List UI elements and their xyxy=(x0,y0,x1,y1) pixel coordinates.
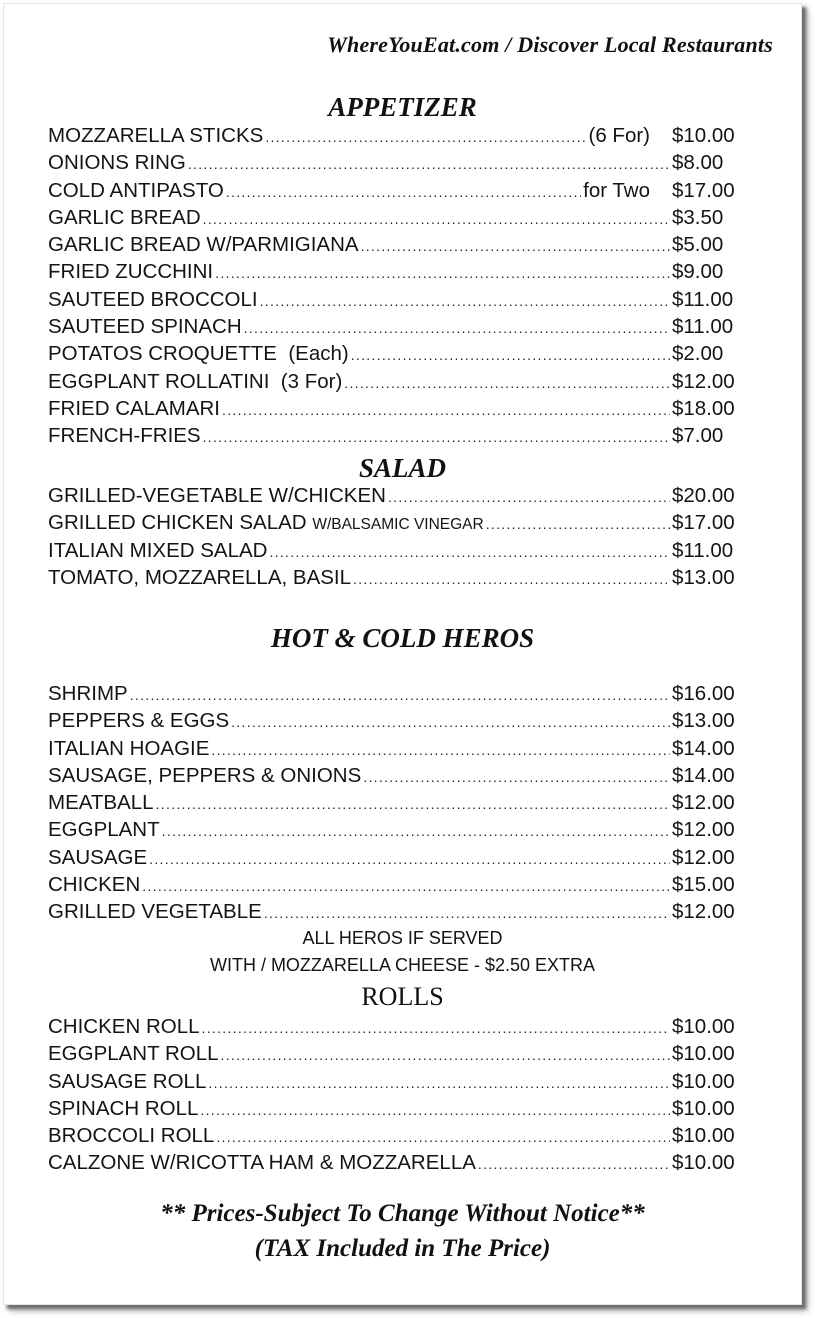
section-title-heros: HOT & COLD HEROS xyxy=(270,623,535,653)
item-name: GRILLED VEGETABLE xyxy=(48,900,262,924)
item-price: $11.00 xyxy=(672,287,734,311)
menu-item xyxy=(48,818,744,845)
menu-item xyxy=(48,1042,744,1069)
item-name: SAUSAGE ROLL xyxy=(48,1069,207,1093)
leader-dots xyxy=(264,905,670,921)
menu-item xyxy=(48,288,744,315)
leader-dots xyxy=(203,211,670,227)
item-name: ONIONS RING xyxy=(48,151,186,175)
item-price: $17.00 xyxy=(672,178,735,202)
item-name: EGGPLANT xyxy=(48,818,160,842)
section-title-rolls: ROLLS xyxy=(361,982,444,1011)
item-price: $12.00 xyxy=(672,791,735,815)
menu-item xyxy=(48,1097,744,1124)
leader-dots xyxy=(221,1047,670,1063)
heros-list xyxy=(48,682,744,928)
section-title-salad: SALAD xyxy=(358,453,447,483)
menu-item xyxy=(48,566,744,593)
item-name: CALZONE W/RICOTTA HAM & MOZZARELLA xyxy=(48,1151,476,1175)
menu-item xyxy=(48,1070,744,1097)
menu-item xyxy=(48,682,744,709)
leader-dots xyxy=(203,429,670,445)
menu-item xyxy=(48,791,744,818)
leader-dots xyxy=(361,238,670,254)
item-name: CHICKEN ROLL xyxy=(48,1015,200,1038)
leader-dots xyxy=(200,1102,670,1118)
section-title-appetizer: APPETIZER xyxy=(328,92,477,122)
leader-dots xyxy=(130,687,670,703)
item-note: (6 For) xyxy=(588,124,650,147)
item-price: $10.00 xyxy=(672,1124,735,1148)
item-name: PEPPERS & EGGS xyxy=(48,709,230,733)
item-name: SAUSAGE, PEPPERS & ONIONS xyxy=(48,763,362,787)
item-name: EGGPLANT ROLLATINI (3 For) xyxy=(48,369,343,393)
leader-dots xyxy=(260,293,670,309)
leader-dots xyxy=(351,347,670,363)
item-name: ITALIAN HOAGIE xyxy=(48,736,210,760)
item-name: POTATOS CROQUETTE (Each) xyxy=(48,342,349,366)
leader-dots xyxy=(162,823,670,839)
item-price: $12.00 xyxy=(672,818,735,842)
item-price: $14.00 xyxy=(672,763,735,787)
menu-item xyxy=(48,151,744,178)
item-name: FRENCH-FRIES xyxy=(48,424,201,448)
item-price: $13.00 xyxy=(672,709,735,733)
menu-item xyxy=(48,709,744,736)
menu-item xyxy=(48,179,744,206)
leader-dots xyxy=(244,320,670,336)
leader-dots xyxy=(231,714,670,730)
item-price: $2.00 xyxy=(672,342,724,366)
item-price: $11.00 xyxy=(672,315,734,339)
leader-dots xyxy=(363,769,670,785)
leader-dots xyxy=(156,796,670,812)
price-change-notice: ** Prices-Subject To Change Without Notice** xyxy=(160,1200,645,1227)
item-name: FRIED CALAMARI xyxy=(48,396,220,420)
item-price: $11.00 xyxy=(672,538,734,562)
item-name: SHRIMP xyxy=(48,682,128,705)
menu-item xyxy=(48,900,744,927)
item-price: $8.00 xyxy=(672,151,724,175)
item-price: $18.00 xyxy=(672,396,735,420)
leader-dots xyxy=(269,544,670,560)
site-title: WhereYouEat.com / Discover Local Restaurants xyxy=(327,32,773,57)
menu-item xyxy=(48,124,744,151)
item-name: TOMATO, MOZZARELLA, BASIL xyxy=(48,565,352,589)
item-price: $10.00 xyxy=(672,1096,735,1120)
item-price: $16.00 xyxy=(672,682,735,705)
menu-item xyxy=(48,764,744,791)
item-name: ITALIAN MIXED SALAD xyxy=(48,538,268,562)
item-price: $12.00 xyxy=(672,900,735,924)
leader-dots xyxy=(142,878,670,894)
item-note: for Two xyxy=(583,178,650,202)
menu-item xyxy=(48,424,744,451)
item-name: GARLIC BREAD xyxy=(48,205,201,229)
menu-item xyxy=(48,1151,744,1178)
menu-item xyxy=(48,873,744,900)
menu-item xyxy=(48,233,744,260)
leader-dots xyxy=(265,129,586,145)
item-price: $9.00 xyxy=(672,260,724,284)
salad-list xyxy=(48,484,744,593)
item-name: SAUSAGE xyxy=(48,845,148,869)
item-name: CHICKEN xyxy=(48,873,141,897)
menu-item xyxy=(48,342,744,369)
menu-item xyxy=(48,1015,744,1042)
leader-dots xyxy=(202,1020,670,1036)
item-name: BROCCOLI ROLL xyxy=(48,1124,215,1148)
item-price: $10.00 xyxy=(672,124,735,147)
leader-dots xyxy=(478,1156,670,1172)
item-price: $13.00 xyxy=(672,565,735,589)
item-name: MOZZARELLA STICKS xyxy=(48,124,264,147)
menu-item xyxy=(48,484,744,511)
rolls-list xyxy=(48,1015,744,1179)
menu-item xyxy=(48,397,744,424)
leader-dots xyxy=(215,265,670,281)
menu-page xyxy=(3,3,802,1305)
leader-dots xyxy=(344,375,670,391)
menu-item xyxy=(48,511,744,538)
menu-item xyxy=(48,1124,744,1151)
leader-dots xyxy=(208,1075,670,1091)
leader-dots xyxy=(226,184,581,200)
item-price: $10.00 xyxy=(672,1069,735,1093)
menu-item xyxy=(48,315,744,342)
menu-item xyxy=(48,737,744,764)
item-name-main: GRILLED CHICKEN SALAD xyxy=(48,511,307,535)
item-price: $12.00 xyxy=(672,845,735,869)
leader-dots xyxy=(216,1129,670,1145)
item-name: SAUTEED SPINACH xyxy=(48,315,242,339)
item-price: $10.00 xyxy=(672,1151,735,1175)
leader-dots xyxy=(149,851,670,867)
menu-item xyxy=(48,260,744,287)
leader-dots xyxy=(486,516,670,532)
menu-item xyxy=(48,846,744,873)
leader-dots xyxy=(353,571,670,587)
item-price: $3.50 xyxy=(672,205,724,229)
item-price: $7.00 xyxy=(672,424,724,448)
menu-item xyxy=(48,539,744,566)
item-price: $5.00 xyxy=(672,233,724,257)
item-price: $10.00 xyxy=(672,1042,735,1066)
item-name: SPINACH ROLL xyxy=(48,1096,199,1120)
item-price: $12.00 xyxy=(672,369,735,393)
menu-item xyxy=(48,370,744,397)
leader-dots xyxy=(211,742,670,758)
heros-footnote-line2: WITH / MOZZARELLA CHEESE - $2.50 EXTRA xyxy=(209,955,596,975)
appetizer-list xyxy=(48,124,744,452)
item-name: GARLIC BREAD W/PARMIGIANA xyxy=(48,233,359,257)
leader-dots xyxy=(388,489,670,505)
item-price: $10.00 xyxy=(672,1015,735,1038)
item-name-sub: W/BALSAMIC VINEGAR xyxy=(312,516,484,534)
item-price: $14.00 xyxy=(672,736,735,760)
item-name: MEATBALL xyxy=(48,791,154,815)
item-name xyxy=(48,511,484,535)
menu-item xyxy=(48,206,744,233)
heros-footnote-line1: ALL HEROS IF SERVED xyxy=(302,928,503,948)
item-price: $20.00 xyxy=(672,484,735,507)
item-name: SAUTEED BROCCOLI xyxy=(48,287,258,311)
item-name: EGGPLANT ROLL xyxy=(48,1042,219,1066)
item-price: $17.00 xyxy=(672,511,735,535)
item-name: COLD ANTIPASTO xyxy=(48,178,224,202)
item-name: FRIED ZUCCHINI xyxy=(48,260,214,284)
leader-dots xyxy=(188,156,670,172)
item-name: GRILLED-VEGETABLE W/CHICKEN xyxy=(48,484,386,507)
leader-dots xyxy=(222,402,670,418)
tax-notice: (TAX Included in The Price) xyxy=(254,1235,551,1262)
item-price: $15.00 xyxy=(672,873,735,897)
